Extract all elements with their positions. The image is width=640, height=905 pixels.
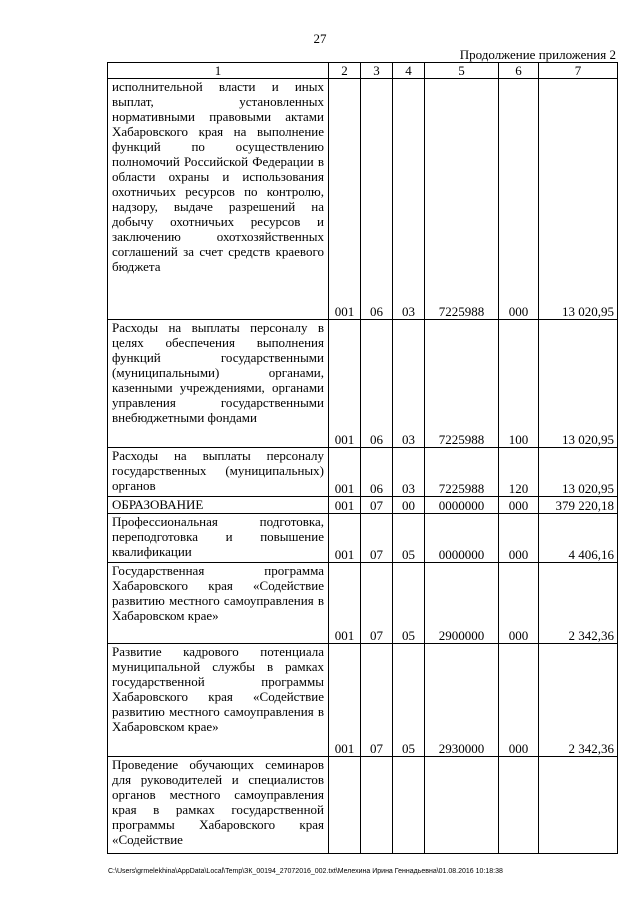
cell-code: 001	[329, 563, 361, 644]
row-description: Государственная программа Хабаровского края «Содействие развитию местного самоуправления в Хабаровском крае»	[108, 563, 329, 644]
header-col-4: 4	[393, 63, 425, 79]
header-col-3: 3	[361, 63, 393, 79]
cell-section: 06	[361, 79, 393, 320]
cell-code: 001	[329, 514, 361, 563]
cell-code: 001	[329, 320, 361, 448]
cell-code	[329, 757, 361, 854]
file-path-footer: C:\Users\grmelekhina\AppData\Local\Temp\ЗК_00194_27072016_002.txt\Мелехина Ирина Геннадьевна\01.08.2016 10:18:38	[108, 868, 503, 875]
header-col-2: 2	[329, 63, 361, 79]
cell-subsection: 03	[393, 448, 425, 497]
cell-target: 2930000	[425, 644, 499, 757]
cell-expense-type: 000	[499, 497, 539, 514]
cell-subsection: 05	[393, 644, 425, 757]
cell-target: 0000000	[425, 514, 499, 563]
cell-subsection: 03	[393, 79, 425, 320]
cell-expense-type: 000	[499, 563, 539, 644]
row-description: Профессиональная подготовка, переподготовка и повышение квалификации	[108, 514, 329, 563]
cell-code: 001	[329, 448, 361, 497]
row-description: ОБРАЗОВАНИЕ	[108, 497, 329, 514]
header-col-1: 1	[108, 63, 329, 79]
cell-expense-type: 100	[499, 320, 539, 448]
cell-target: 7225988	[425, 79, 499, 320]
cell-subsection: 00	[393, 497, 425, 514]
row-description: Расходы на выплаты персоналу государственных (муниципальных) органов	[108, 448, 329, 497]
cell-subsection: 03	[393, 320, 425, 448]
cell-section: 07	[361, 497, 393, 514]
cell-subsection: 05	[393, 514, 425, 563]
cell-section: 06	[361, 320, 393, 448]
cell-subsection: 05	[393, 563, 425, 644]
table-row	[108, 644, 618, 757]
header-row	[108, 63, 618, 79]
cell-expense-type: 000	[499, 514, 539, 563]
cell-amount: 4 406,16	[539, 514, 618, 563]
table-row	[108, 514, 618, 563]
cell-expense-type: 000	[499, 79, 539, 320]
cell-code: 001	[329, 644, 361, 757]
cell-target	[425, 757, 499, 854]
row-description: исполнительной власти и иных выплат, установленных нормативными правовыми актами Хабаровского края на выполнение функций по осуществлению полномочий Российской Федерации в области охраны и использования охотничьих ресурсов по контролю, надзору, выдаче разрешений на добычу охотничьих ресурсов и заключению охотхозяйственных соглашений за счет средств краевого бюджета	[108, 79, 329, 320]
cell-amount: 13 020,95	[539, 79, 618, 320]
table-row	[108, 497, 618, 514]
cell-expense-type	[499, 757, 539, 854]
cell-section	[361, 757, 393, 854]
cell-amount: 13 020,95	[539, 448, 618, 497]
cell-amount: 379 220,18	[539, 497, 618, 514]
continuation-note: Продолжение приложения 2	[459, 47, 616, 62]
header-col-5: 5	[425, 63, 499, 79]
cell-section: 07	[361, 644, 393, 757]
header-col-6: 6	[499, 63, 539, 79]
header-col-7: 7	[539, 63, 618, 79]
cell-subsection	[393, 757, 425, 854]
cell-amount	[539, 757, 618, 854]
cell-section: 07	[361, 514, 393, 563]
cell-target: 7225988	[425, 320, 499, 448]
row-description: Расходы на выплаты персоналу в целях обеспечения выполнения функций государственными (муниципальными) органами, казенными учреждениями, органами управления государственными внебюджетными фондами	[108, 320, 329, 448]
cell-amount: 2 342,36	[539, 644, 618, 757]
table-row	[108, 757, 618, 854]
table-row	[108, 320, 618, 448]
row-description: Развитие кадрового потенциала муниципальной службы в рамках государственной программы Хабаровского края «Содействие развитию местного самоуправления в Хабаровском крае»	[108, 644, 329, 757]
page-number: 27	[313, 31, 327, 46]
cell-amount: 13 020,95	[539, 320, 618, 448]
table-row	[108, 448, 618, 497]
cell-code: 001	[329, 497, 361, 514]
cell-section: 07	[361, 563, 393, 644]
table-row	[108, 79, 618, 320]
cell-amount: 2 342,36	[539, 563, 618, 644]
cell-code: 001	[329, 79, 361, 320]
table-row	[108, 563, 618, 644]
cell-section: 06	[361, 448, 393, 497]
cell-target: 0000000	[425, 497, 499, 514]
budget-table	[107, 62, 618, 854]
cell-target: 7225988	[425, 448, 499, 497]
row-description: Проведение обучающих семинаров для руководителей и специалистов органов местного самоуправления края в рамках государственной программы Хабаровского края «Содействие	[108, 757, 329, 854]
cell-target: 2900000	[425, 563, 499, 644]
cell-expense-type: 000	[499, 644, 539, 757]
cell-expense-type: 120	[499, 448, 539, 497]
